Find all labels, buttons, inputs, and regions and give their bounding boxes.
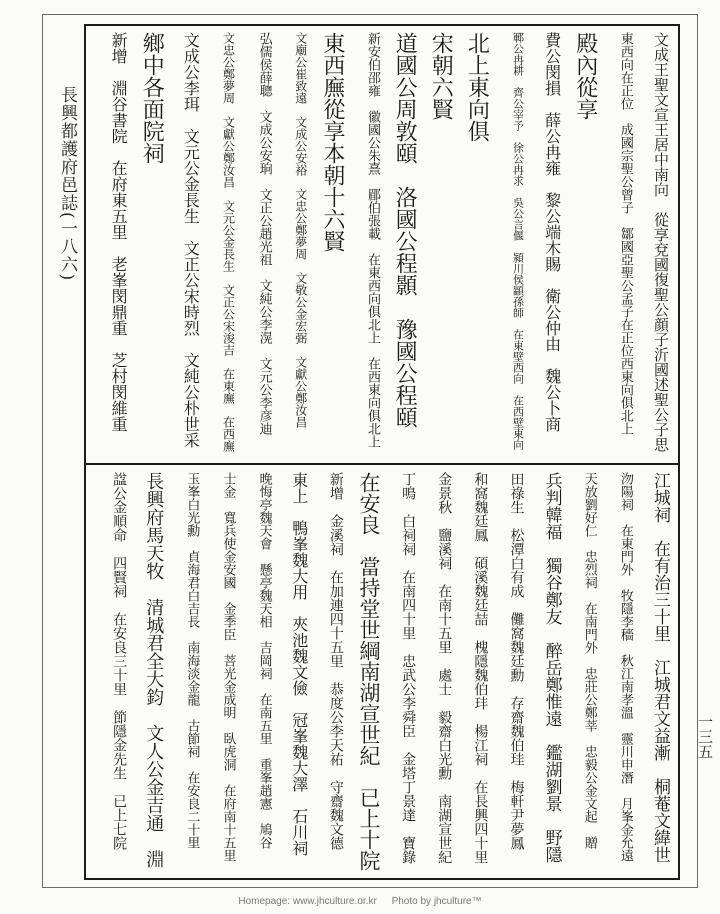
footer bbox=[0, 896, 720, 907]
text-column: 金景秋 鹽溪祠 在南十五里 處士 毅齋白光勳 南湖宣世紀 bbox=[436, 472, 453, 864]
text-column: 晚悔亭魏天會 懸亭魏天相 吉岡祠 在南五里 重峯趙憲 鳩谷 bbox=[256, 472, 272, 849]
text-column: 東西廡從享本朝十六賢 bbox=[319, 32, 345, 252]
text-column: 江城祠 在有治三十里 江城君文益漸 桐菴文緯世 bbox=[650, 472, 670, 863]
text-column: 玉峯白光勳 貞海君白吉長 南海淡金龍 古節祠 在安良二十里 bbox=[184, 472, 200, 849]
text-column: 新增 金溪祠 在加連四十五里 恭度公李天祐 守齋魏文德 bbox=[327, 472, 344, 850]
footer-photo-credit: Photo by jhculture™ bbox=[391, 896, 482, 907]
text-column: 弘儒侯薛聰 文成公安珦 文正公趙光祖 文純公李滉 文元公李彦迪 bbox=[256, 32, 272, 435]
text-column: 諡公金順命 四賢祠 在安良三十里 節隱金先生 已上七院 bbox=[111, 472, 128, 850]
text-column: 士金 寬兵使金安國 金季臣 菩光金成明 臥虎洞 在府南十五里 bbox=[220, 472, 236, 862]
text-column: 鄉中各面院祠 bbox=[139, 32, 165, 164]
footer-homepage: Homepage: www.jhculture.or.kr bbox=[238, 896, 377, 907]
text-column: 新增 淵谷書院 在府東五里 老峯閔鼎重 芝村閔維重 bbox=[109, 32, 129, 432]
center-divider bbox=[84, 463, 680, 465]
text-column: 長興府馬天牧 清城君全大鈞 文人公金吉通 淵 bbox=[143, 472, 165, 868]
page-number: 一三五 bbox=[696, 714, 714, 759]
text-column: 兵判韓福 獨谷鄭友 醉岳鄭惟遠 鑑湖劉景 野隱 bbox=[541, 472, 562, 863]
text-column: 文成公李珥 文元公金長生 文正公宋時烈 文純公朴世采 bbox=[181, 32, 201, 448]
text-column: 沕陽祠 在東門外 牧隱李穡 秋江南孝溫 靈川申潛 月峯金允遠 bbox=[617, 472, 633, 862]
text-column: 文成王聖文宣王居中南向 從享兗國復聖公顔子沂國述聖公子思 bbox=[652, 32, 670, 452]
text-column: 新安伯邵雍 徽國公朱熹 郿伯張載 在東西向俱北上 在西東向俱北上 bbox=[365, 32, 380, 448]
text-column: 北上東向俱 bbox=[464, 32, 490, 142]
text-column: 殿內從享 bbox=[572, 32, 598, 120]
text-column: 文忠公鄭夢周 文獻公鄭汝昌 文元公金長生 文正公宋浚吉 在東廡 在西廡 bbox=[221, 32, 236, 452]
text-column: 天放劉好仁 忠烈祠 在南門外 忠莊公鄭莘 忠毅公金文起 贈 bbox=[581, 472, 597, 849]
text-column: 費公閔損 薛公冉雍 黎公端木賜 衛公仲由 魏公卜商 bbox=[542, 32, 562, 432]
text-column: 在安良 當持堂世綱南湖宣世紀 已上十院 bbox=[357, 472, 381, 871]
text-column: 道國公周敦頤 洛國公程顥 豫國公程頤 bbox=[392, 32, 418, 428]
book-title: 長興都護府邑誌(一八六) bbox=[57, 86, 77, 282]
text-column: 東上 鴨峯魏大用 夾池魏文儉 冠峯魏大澤 石川祠 bbox=[289, 472, 309, 856]
text-column: 文廟公崔致遠 文成公安裕 文忠公鄭夢周 文敬公金宏弼 文獻公鄭汝昌 bbox=[293, 32, 308, 428]
text-column: 丁鳴 白祠祠 在南四十里 忠武公李舜臣 金塔丁景達 寶錄 bbox=[400, 472, 417, 864]
text-column: 和窩魏廷鳳 碩溪魏廷喆 槐隱魏伯玤 楊江祠 在長興四十里 bbox=[472, 472, 489, 864]
text-column: 東西向在正位 成國宗聖公曾子 鄒國亞聖公孟子在正位西東向俱北上 bbox=[617, 32, 633, 435]
text-column: 宋朝六賢 bbox=[428, 32, 454, 120]
text-column: 田祿生 松潭白有成 儺窩魏廷勳 存齋魏伯珪 梅軒尹夢鳳 bbox=[508, 472, 525, 850]
text-column: 鄆公冉耕 齊公宰予 徐公冉求 吳公言偃 潁川侯顓孫師 在東壁西向 在西壁東向 bbox=[511, 32, 525, 450]
